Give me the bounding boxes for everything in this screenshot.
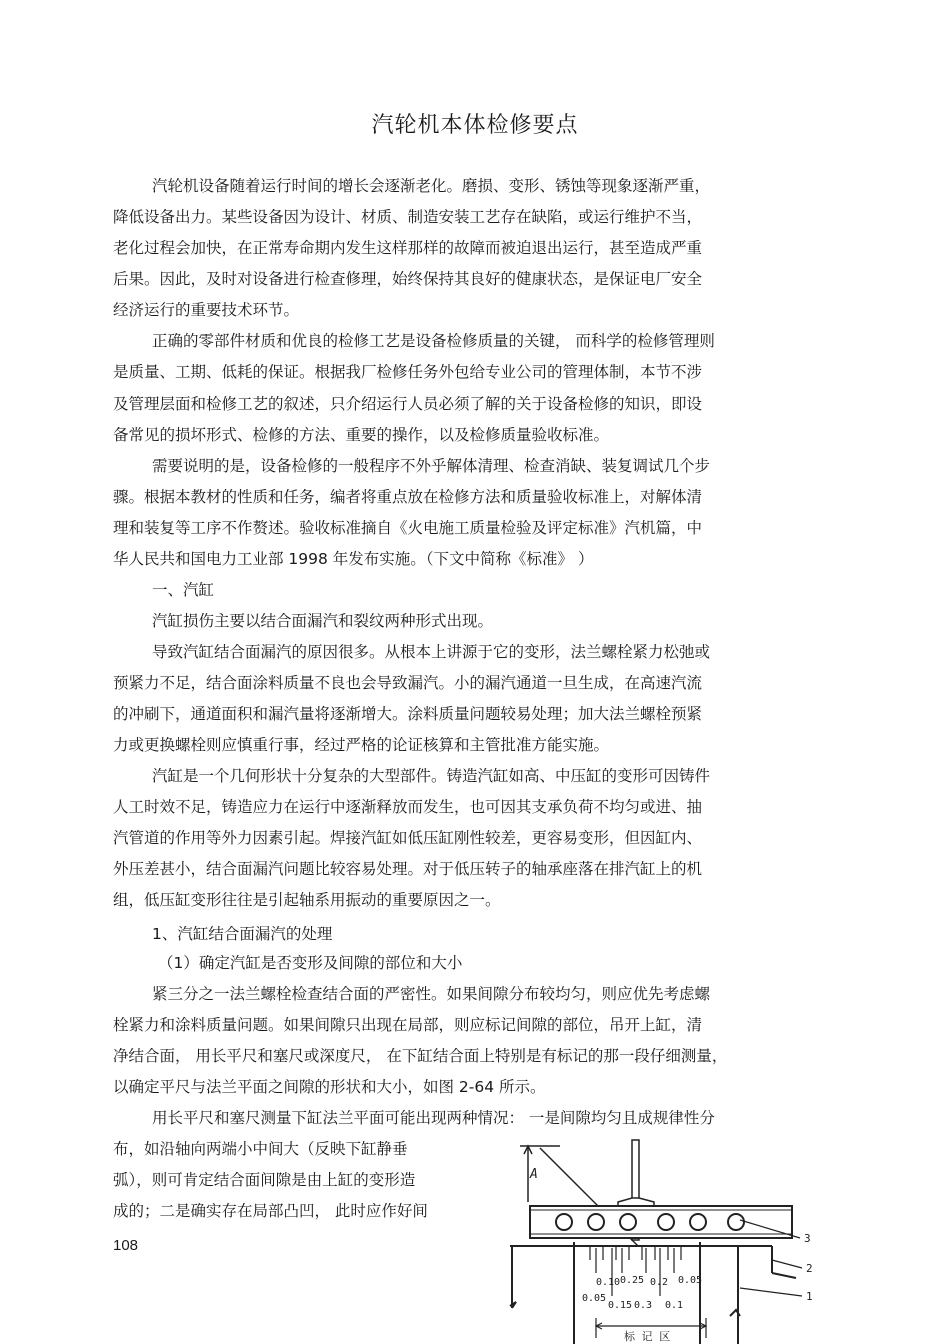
svg-text:0.05: 0.05 — [678, 1275, 703, 1286]
text-line: 外压差甚小，结合面漏汽问题比较容易处理。对于低压转子的轴承座落在排汽缸上的机 — [113, 860, 703, 878]
svg-text:1: 1 — [806, 1290, 813, 1303]
text-line: 布，如沿轴向两端小中间大（反映下缸静垂 — [113, 1140, 408, 1158]
svg-text:0.2: 0.2 — [650, 1277, 669, 1288]
text-line: 后果。因此，及时对设备进行检查修理，始终保持其良好的健康状态，是保证电厂安全 — [113, 270, 703, 288]
gap-values — [582, 1275, 702, 1311]
page-title: 汽轮机本体检修要点 — [371, 113, 579, 138]
callout-numbers — [804, 1232, 813, 1303]
text-line: 成的；二是确实存在局部凸凹， 此时应作好间 — [113, 1202, 428, 1220]
svg-text:0.10: 0.10 — [596, 1277, 621, 1288]
text-line: 备常见的损坏形式、检修的方法、重要的操作，以及检修质量验收标准。 — [113, 426, 610, 444]
dimension-a — [520, 1146, 560, 1202]
text-line: 人工时效不足，铸造应力在运行中逐渐释放而发生，也可因其支承负荷不均匀或进、抽 — [113, 798, 703, 816]
text-line: 弧），则可肯定结合面间隙是由上缸的变形造 — [113, 1171, 416, 1189]
text-line: 需要说明的是，设备检修的一般程序不外乎解体清理、检查消缺、装复调试几个步 — [152, 457, 711, 475]
section-heading: 一、汽缸 — [152, 581, 215, 599]
marked-region-label: 标 记 区 — [624, 1330, 671, 1343]
text-line: 华人民共和国电力工业部 1998 年发布实施。（下文中简称《标准》 ） — [113, 550, 594, 568]
page-number: 108 — [113, 1237, 139, 1254]
subsection-heading: 1、汽缸结合面漏汽的处理 — [152, 925, 333, 943]
svg-text:0.1: 0.1 — [665, 1300, 684, 1311]
svg-text:0.15: 0.15 — [608, 1300, 633, 1311]
text-line: 老化过程会加快，在正常寿命期内发生这样那样的故障而被迫退出运行，甚至造成严重 — [113, 239, 703, 257]
text-line: 汽缸是一个几何形状十分复杂的大型部件。铸造汽缸如高、中压缸的变形可因铸件 — [152, 767, 711, 785]
svg-text:0.05: 0.05 — [582, 1293, 607, 1304]
text-line: 骤。根据本教材的性质和任务，编者将重点放在检修方法和质量验收标准上，对解体清 — [113, 488, 703, 506]
text-line: 栓紧力和涂料质量问题。如果间隙只出现在局部，则应标记间隙的部位，吊开上缸，清 — [113, 1016, 703, 1034]
svg-text:2: 2 — [806, 1262, 813, 1275]
text-line: 汽管道的作用等外力因素引起。焊接汽缸如低压缸刚性较差，更容易变形，但因缸内、 — [113, 829, 703, 847]
text-line: 汽缸损伤主要以结合面漏汽和裂纹两种形式出现。 — [152, 612, 494, 630]
svg-text:3: 3 — [804, 1232, 811, 1245]
text-line: 理和装复等工序不作赘述。验收标准摘自《火电施工质量检验及评定标准》汽机篇，中 — [113, 519, 703, 537]
svg-text:0.25: 0.25 — [620, 1275, 645, 1286]
text-line: 降低设备出力。某些设备因为设计、材质、制造安装工艺存在缺陷，或运行维护不当， — [113, 208, 703, 226]
text-line: 紧三分之一法兰螺栓检查结合面的严密性。如果间隙分布较均匀，则应优先考虑螺 — [152, 985, 711, 1003]
svg-text:0.3: 0.3 — [634, 1300, 653, 1311]
text-line: 力或更换螺栓则应慎重行事，经过严格的论证核算和主管批准方能实施。 — [113, 736, 610, 754]
text-line: 经济运行的重要技术环节。 — [113, 301, 300, 319]
lower-flange — [510, 1242, 796, 1344]
text-line: 正确的零部件材质和优良的检修工艺是设备检修质量的关键， 而科学的检修管理则 — [152, 332, 715, 350]
text-line: 以确定平尺与法兰平面之间隙的形状和大小，如图 2-64 所示。 — [113, 1078, 546, 1096]
text-line: 导致汽缸结合面漏汽的原因很多。从根本上讲源于它的变形，法兰螺栓紧力松弛或 — [152, 643, 711, 661]
text-line: 的冲刷下，通道面积和漏汽量将逐渐增大。涂料质量问题较易处理；加大法兰螺栓预紧 — [113, 705, 703, 723]
text-line: 及管理层面和检修工艺的叙述，只介绍运行人员必须了解的关于设备检修的知识，即设 — [113, 395, 703, 413]
subsection-heading: （1）确定汽缸是否变形及间隙的部位和大小 — [158, 954, 463, 972]
text-line: 组，低压缸变形往往是引起轴系用振动的重要原因之一。 — [113, 891, 501, 909]
text-line: 汽轮机设备随着运行时间的增长会逐渐老化。磨损、变形、锈蚀等现象逐渐严重， — [152, 177, 711, 195]
flange-gap-figure — [500, 1138, 830, 1344]
text-line: 是质量、工期、低耗的保证。根据我厂检修任务外包给专业公司的管理体制，本节不涉 — [113, 363, 703, 381]
text-line: 预紧力不足，结合面涂料质量不良也会导致漏汽。小的漏汽通道一旦生成，在高速汽流 — [113, 674, 703, 692]
dim-label: A — [530, 1167, 538, 1182]
text-line: 净结合面， 用长平尺和塞尺或深度尺， 在下缸结合面上特别是有标记的那一段仔细测量， — [113, 1047, 728, 1065]
text-line: 用长平尺和塞尺测量下缸法兰平面可能出现两种情况： 一是间隙均匀且成规律性分 — [152, 1109, 715, 1127]
